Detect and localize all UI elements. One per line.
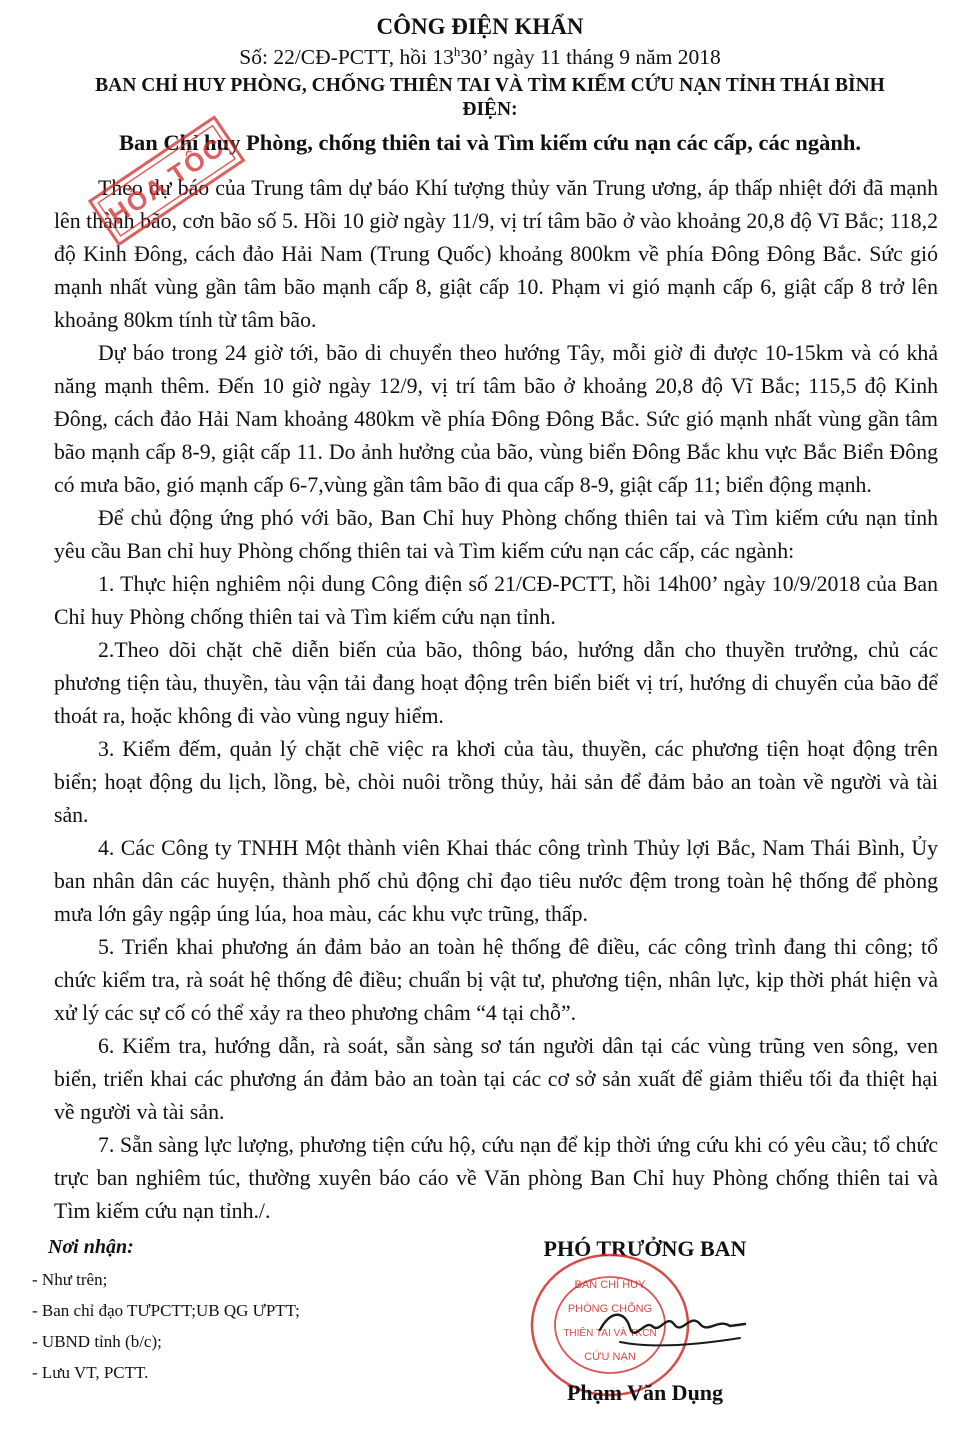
paragraph-forecast: Theo dự báo của Trung tâm dự báo Khí tượng thủy văn Trung ương, áp thấp nhiệt đới đã mạnh lên thành bão, cơn bão số 5. Hồi 10 giờ ngày 11/9, vị trí tâm bão ở vào khoảng 20,8 độ Vĩ Bắc; 118,2 độ Kinh Đông, cách đảo Hải Nam (Trung Quốc) khoảng 800km về phía Đông Đông Bắc. Sức gió mạnh nhất vùng gần tâm bão mạnh cấp 8, giật cấp 10. Phạm vi gió mạnh cấp 6, giật cấp 8 trở lên khoảng 80km tính từ tâm bão. [54,176,938,332]
document-number-suffix: 30’ ngày 11 tháng 9 năm 2018 [460,45,721,70]
recipient-item: - Ban chỉ đạo TƯPCTT;UB QG ƯPTT; [32,1301,300,1320]
document-number-prefix: Số: 22/CĐ-PCTT, hồi 13 [239,45,454,70]
svg-text:THIÊN TAI VÀ TKCN: THIÊN TAI VÀ TKCN [563,1328,657,1339]
paragraph-forecast-24h: Dự báo trong 24 giờ tới, bão di chuyển theo hướng Tây, mỗi giờ đi được 10-15km và có khả năng mạnh thêm. Đến 10 giờ ngày 12/9, vị trí tâm bão ở khoảng 20,8 độ Vĩ Bắc; 115,5 độ Kinh Đông, cách đảo Hải Nam khoảng 480km về phía Đông Đông Bắc. Sức gió mạnh nhất vùng gần tâm bão mạnh cấp 8-9, giật cấp 11. Do ảnh hưởng của bão, vùng biển Đông Bắc khu vực Bắc Biển Đông có mưa bão, gió mạnh cấp 6-7,vùng gần tâm bão đi qua cấp 8-9, giật cấp 11; biển động mạnh. [54,341,938,497]
directive-item-3: 3. Kiểm đếm, quản lý chặt chẽ việc ra khơi của tàu, thuyền, các phương tiện hoạt động trên biển; hoạt động du lịch, lồng, bè, chòi nuôi trồng thủy, hải sản để đảm bảo an toàn về người và tài sản. [54,737,938,827]
org-line-2: ĐIỆN: [462,99,518,120]
directive-item-4: 4. Các Công ty TNHH Một thành viên Khai thác công trình Thủy lợi Bắc, Nam Thái Bình, Ủy ban nhân dân các huyện, thành phố chủ động chỉ đạo tiêu nước đệm trong toàn hệ thống để phòng mưa lớn gây ngập úng lúa, hoa màu, các khu vực trũng, thấp. [54,836,938,926]
signer-name: Phạm Văn Dụng [566,1380,724,1405]
svg-text:CỨU NẠN: CỨU NẠN [584,1351,636,1363]
signer-position: PHÓ TRƯỞNG BAN [543,1236,747,1261]
svg-text:PHÒNG CHỐNG: PHÒNG CHỐNG [567,1303,653,1315]
directive-item-6: 6. Kiểm tra, hướng dẫn, rà soát, sẵn sàng sơ tán người dân tại các vùng trũng ven sông, ven biển, triển khai các phương án đảm bảo an toàn tại các cơ sở sản xuất để giảm thiểu tối đa thiệt hại về người và tài sản. [54,1034,938,1124]
document-title: CÔNG ĐIỆN KHẨN [376,14,584,39]
directive-item-7: 7. Sẵn sàng lực lượng, phương tiện cứu hộ, cứu nạn để kịp thời ứng cứu khi có yêu cầu; tổ chức trực ban nghiêm túc, thường xuyên báo cáo về Văn phòng Ban Chỉ huy Phòng chống thiên tai và Tìm kiếm cứu nạn tỉnh./. [54,1133,938,1223]
urgent-stamp [40,100,270,270]
handwritten-signature [590,1290,750,1360]
recipients-title: Nơi nhận: [48,1236,134,1258]
directive-item-5: 5. Triển khai phương án đảm bảo an toàn hệ thống đê điều, các công trình đang thi công; tổ chức kiểm tra, rà soát hệ thống đê điều; chuẩn bị vật tư, phương tiện, nhân lực, kịp thời phát hiện và xử lý các sự cố có thể xảy ra theo phương châm “4 tại chỗ”. [54,935,938,1025]
recipient-item: - UBND tỉnh (b/c); [32,1332,162,1351]
svg-text:BAN CHỈ HUY: BAN CHỈ HUY [574,1279,646,1291]
org-line-1: BAN CHỈ HUY PHÒNG, CHỐNG THIÊN TAI VÀ TÌM KIẾM CỨU NẠN TỈNH THÁI BÌNH [95,75,885,96]
directive-item-1: 1. Thực hiện nghiêm nội dung Công điện số 21/CĐ-PCTT, hồi 14h00’ ngày 10/9/2018 của Ban Chỉ huy Phòng chống thiên tai và Tìm kiếm cứu nạn tỉnh. [54,572,938,629]
document-number [0,44,960,70]
svg-text:HỎA TỐC: HỎA TỐC [103,131,231,231]
paragraph-request: Để chủ động ứng phó với bão, Ban Chỉ huy Phòng chống thiên tai và Tìm kiếm cứu nạn tỉnh yêu cầu Ban chỉ huy Phòng chống thiên tai và Tìm kiếm cứu nạn các cấp, các ngành: [54,506,938,563]
recipient-item: - Như trên; [32,1270,108,1289]
recipient-line: Ban Chỉ huy Phòng, chống thiên tai và Tìm kiếm cứu nạn các cấp, các ngành. [119,130,861,155]
recipient-item: - Lưu VT, PCTT. [32,1363,149,1382]
document-number-sup: h [453,44,461,59]
document-body [54,172,938,1228]
recipients-list [32,1264,300,1388]
directive-item-2: 2.Theo dõi chặt chẽ diễn biến của bão, thông báo, hướng dẫn cho thuyền trưởng, chủ các phương tiện tàu, thuyền, tàu vận tải đang hoạt động trên biển biết vị trí, hướng di chuyển của bão để thoát ra, hoặc không đi vào vùng nguy hiểm. [54,638,938,728]
